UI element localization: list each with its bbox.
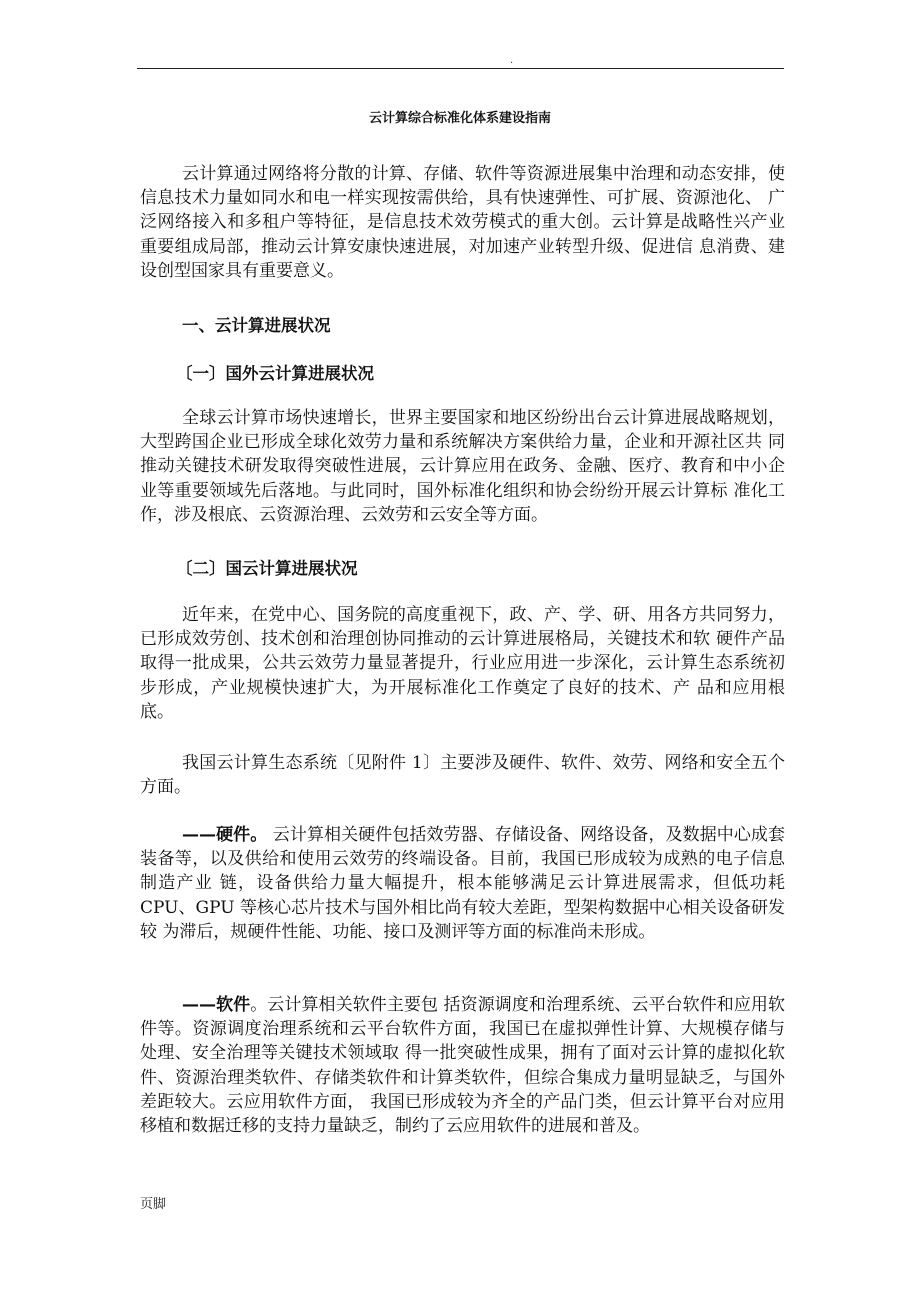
software-text: 。云计算相关软件主要包 括资源调度和治理系统、云平台软件和应用软件等。资源调度治理系统和云平台软件方面，我国已在虚拟弹性计算、大规模存储与处理、安全治理等关键技术领域取 得一批突破性成果，拥有了面对云计算的虚拟化软件、资源治理类软件、存储类软件和计算类软件，但综合集成力量明显缺乏，与国外差距较大。云应用软件方面， 我国已形成较为齐全的产品门类，但云计算平台对应用移植和数据迁移的支持力量缺乏，制约了云应用软件的进展和普及。 [140, 995, 786, 1137]
hardware-lead: ——硬件。 [182, 825, 268, 845]
domestic-status-paragraph: 近年来，在党中心、国务院的高度重视下，政、产、学、研、用各方共同努力，已形成效劳创、技术创和治理创协同推动的云计算进展格局，关键技术和软 硬件产品取得一批成果，公共云效劳力量显著提升，行业应用进一步深化，云计算生态系统初步形成，产业规模快速扩大，为开展标准化工作奠定了良好的技术、产 品和应用根底。 [140, 605, 785, 722]
intro-paragraph: 云计算通过网络将分散的计算、存储、软件等资源进展集中治理和动态安排，使信息技术力量如同水和电一样实现按需供给，具有快速弹性、可扩展、资源池化、 广泛网络接入和多租户等特征，是信息技术效劳模式的重大创。云计算是战略性兴产业重要组成局部，推动云计算安康快速进展，对加速产业转型升级、促进信 息消费、建设创型国家具有重要意义。 [140, 164, 785, 281]
section-heading-1: 一、云计算进展状况 [182, 316, 331, 335]
header-rule [137, 68, 784, 69]
software-paragraph [140, 993, 785, 1138]
software-lead: ——软件 [182, 995, 251, 1015]
hardware-text: 云计算相关硬件包括效劳器、存储设备、网络设备，及数据中心成套装备等，以及供给和使用云效劳的终端设备。目前，我国已形成较为成熟的电子信息制造产业 链，设备供给力量大幅提升，根本能够满足云计算进展需求，但低功耗 CPU、GPU 等核心芯片技术与国外相比尚有较大差距，型架构数据中心相关设备研发较 为滞后，规硬件性能、功能、接口及测评等方面的标准尚未形成。 [140, 825, 786, 942]
hardware-paragraph [140, 823, 785, 944]
document-title: 云计算综合标准化体系建设指南 [368, 111, 551, 126]
foreign-status-paragraph: 全球云计算市场快速增长，世界主要国家和地区纷纷出台云计算进展战略规划，大型跨国企业已形成全球化效劳力量和系统解决方案供给力量，企业和开源社区共 同推动关键技术研发取得突破性进展，云计算应用在政务、金融、医疗、教育和中小企业等重要领域先后落地。与此同时，国外标准化组织和协会纷纷开展云计算标 准化工作，涉及根底、云资源治理、云效劳和云安全等方面。 [140, 408, 785, 525]
subsection-heading-foreign: 〔一〕国外云计算进展状况 [176, 364, 374, 383]
header-mark: . [510, 55, 514, 66]
page-footer: 页脚 [140, 1197, 167, 1212]
subsection-heading-domestic: 〔二〕国云计算进展状况 [176, 559, 358, 578]
ecosystem-paragraph: 我国云计算生态系统〔见附件 1〕主要涉及硬件、软件、效劳、网络和安全五个方面。 [140, 753, 785, 798]
